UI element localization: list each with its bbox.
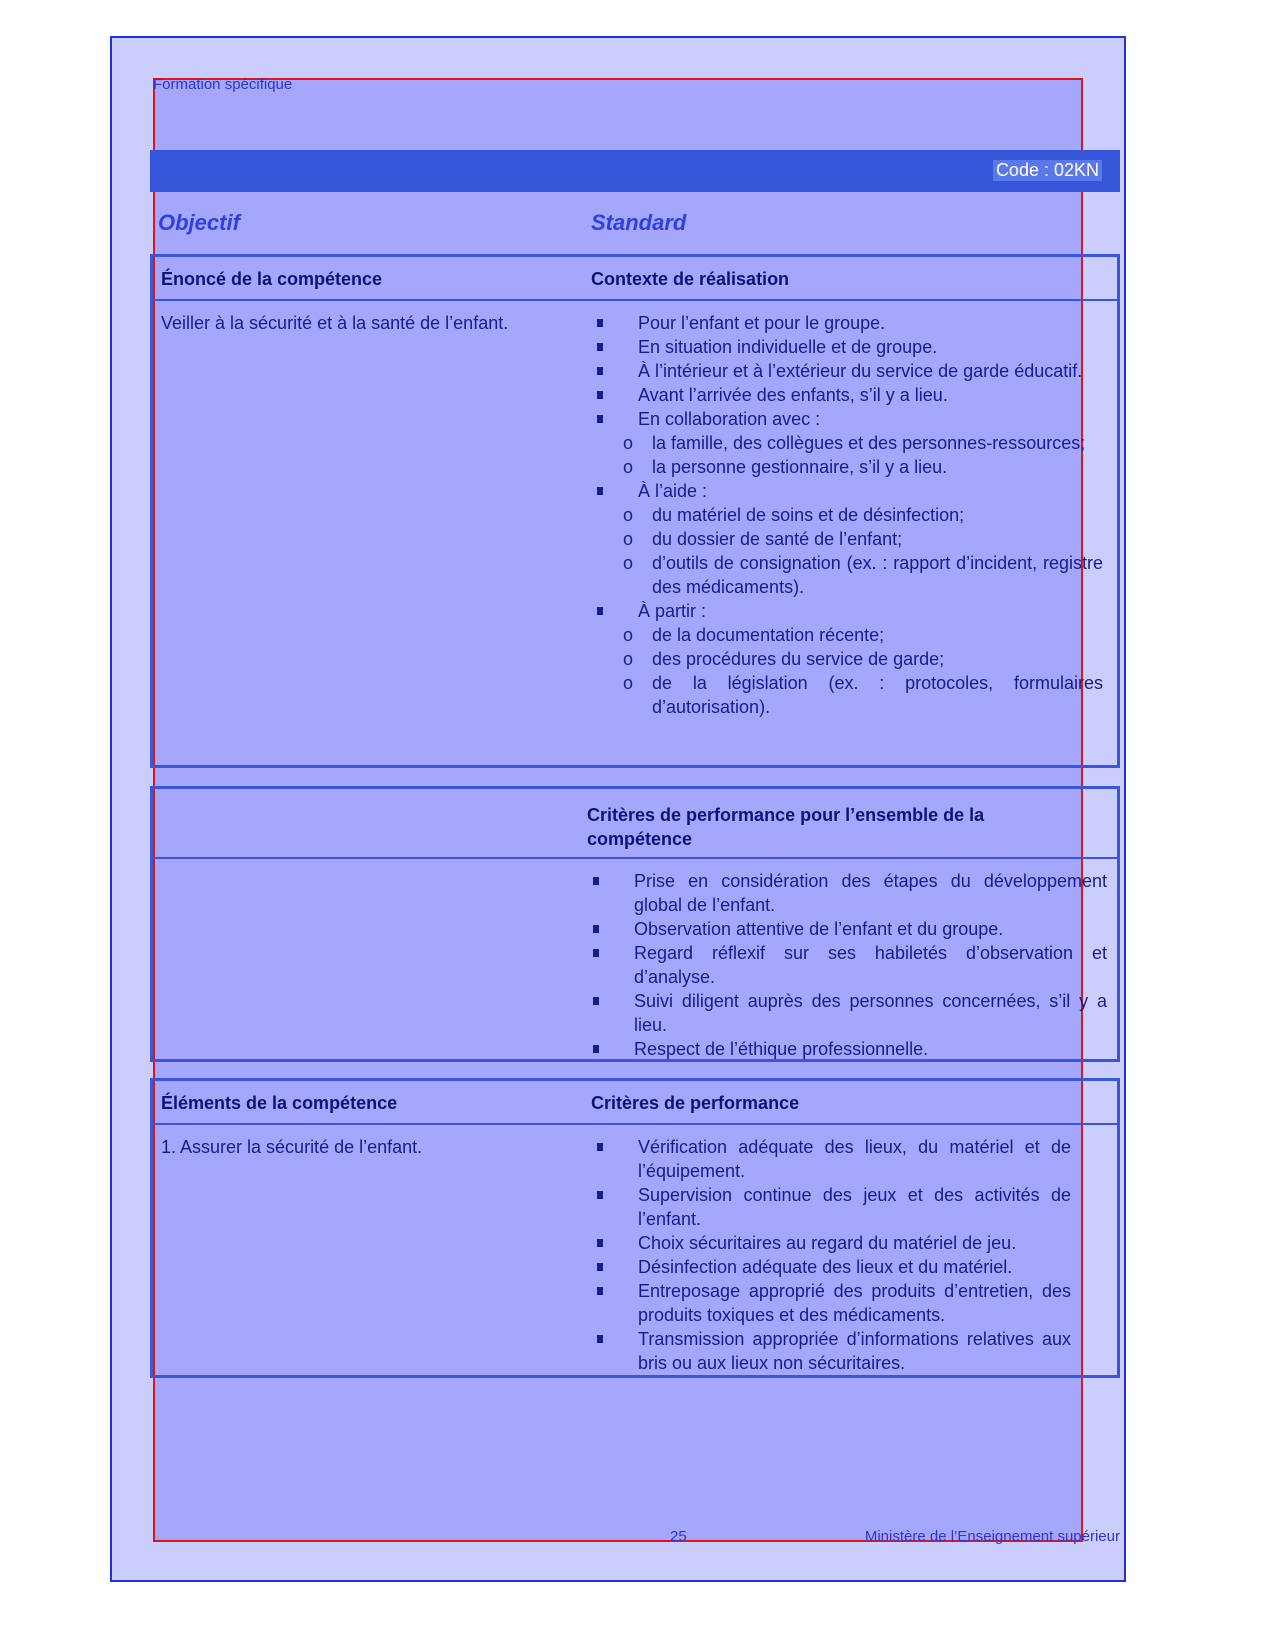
- objectif-title: Objectif: [158, 210, 240, 235]
- list-item: Entreposage approprié des produits d’entretien, des produits toxiques et des médicaments.: [591, 1279, 1071, 1327]
- list-item: o du matériel de soins et de désinfection;: [591, 503, 1103, 527]
- list-item: Prise en considération des étapes du développement global de l’enfant.: [587, 869, 1107, 917]
- list-item: À l’aide :: [591, 479, 1103, 503]
- list-item: o des procédures du service de garde;: [591, 647, 1103, 671]
- list-item: Désinfection adéquate des lieux et du matériel.: [591, 1255, 1071, 1279]
- list-item: Suivi diligent auprès des personnes concernées, s’il y a lieu.: [587, 989, 1107, 1037]
- ministry-name: Ministère de l’Enseignement supérieur: [864, 1528, 1120, 1545]
- elements-box-header: [153, 1081, 1117, 1125]
- element-text: 1. Assurer la sécurité de l’enfant.: [161, 1137, 423, 1157]
- criteria-list: [591, 1135, 1071, 1375]
- list-item: o d’outils de consignation (ex. : rapport d’incident, registre des médicaments).: [591, 551, 1103, 599]
- criteria-overall-heading: Critères de performance pour l’ensemble de la compétence: [587, 805, 985, 849]
- list-item: o de la documentation récente;: [591, 623, 1103, 647]
- criteria-overall-box: [150, 786, 1120, 1062]
- list-item: En situation individuelle et de groupe.: [591, 335, 1103, 359]
- list-item: o la famille, des collègues et des personnes-ressources;: [591, 431, 1103, 455]
- enonce-text: Veiller à la sécurité et à la santé de l’enfant.: [161, 313, 509, 333]
- list-item: Pour l’enfant et pour le groupe.: [591, 311, 1103, 335]
- list-item: o de la législation (ex. : protocoles, formulaires d’autorisation).: [591, 671, 1103, 719]
- competence-box: [150, 254, 1120, 768]
- list-item: Observation attentive de l’enfant et du groupe.: [587, 917, 1107, 941]
- contexte-list: [591, 311, 1103, 719]
- elements-heading: Éléments de la compétence: [161, 1093, 398, 1113]
- list-item: En collaboration avec :: [591, 407, 1103, 431]
- list-item: Supervision continue des jeux et des activités de l’enfant.: [591, 1183, 1071, 1231]
- list-item: o la personne gestionnaire, s’il y a lieu.: [591, 455, 1103, 479]
- list-item: Transmission appropriée d’informations relatives aux bris ou aux lieux non sécuritaires.: [591, 1327, 1071, 1375]
- program-code: Code : 02KN: [993, 160, 1102, 181]
- list-item: Avant l’arrivée des enfants, s’il y a lieu.: [591, 383, 1103, 407]
- criteria-overall-list: [587, 869, 1107, 1061]
- list-item: Vérification adéquate des lieux, du matériel et de l’équipement.: [591, 1135, 1071, 1183]
- list-item: Regard réflexif sur ses habiletés d’observation et d’analyse.: [587, 941, 1107, 989]
- list-item: Respect de l’éthique professionnelle.: [587, 1037, 1107, 1061]
- criteria-overall-header: [153, 789, 1117, 859]
- program-header: Formation spécifique: [153, 76, 293, 93]
- list-item: À l’intérieur et à l’extérieur du service de garde éducatif.: [591, 359, 1103, 383]
- criteria-heading: Critères de performance: [591, 1093, 800, 1113]
- list-item: À partir :: [591, 599, 1103, 623]
- page-number: 25: [670, 1528, 687, 1545]
- competence-box-header: [153, 257, 1117, 301]
- list-item: Choix sécuritaires au regard du matériel de jeu.: [591, 1231, 1071, 1255]
- contexte-heading: Contexte de réalisation: [591, 269, 790, 289]
- elements-box: [150, 1078, 1120, 1378]
- standard-title: Standard: [591, 210, 687, 235]
- code-bar: [150, 150, 1120, 192]
- list-item: o du dossier de santé de l’enfant;: [591, 527, 1103, 551]
- enonce-heading: Énoncé de la compétence: [161, 269, 383, 289]
